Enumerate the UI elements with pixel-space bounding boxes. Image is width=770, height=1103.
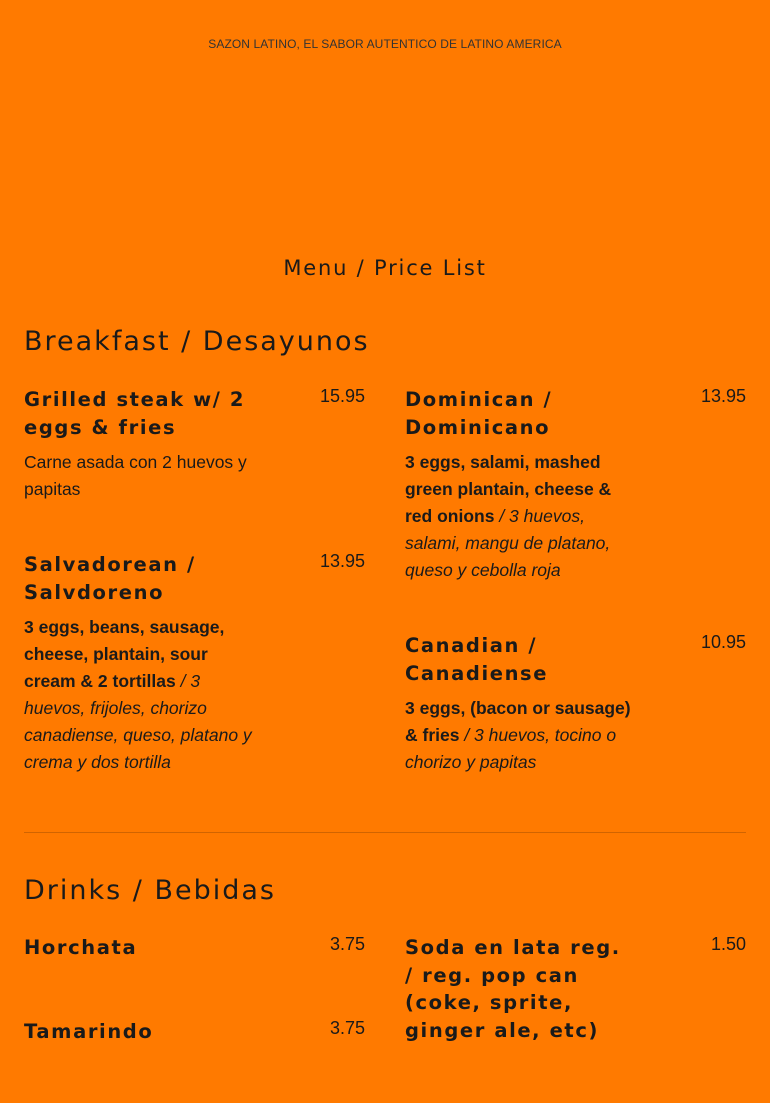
item-price-salvadorean: 13.95 — [319, 551, 365, 571]
section-title-breakfast: Breakfast / Desayunos — [24, 326, 370, 357]
item-name-tamarindo: Tamarindo — [24, 1020, 154, 1043]
item-price-canadian: 10.95 — [700, 632, 746, 652]
item-price-horchata: 3.75 — [329, 934, 365, 954]
item-desc-salvadorean-es: / 3 huevos, frijoles, chorizo canadiense, queso, platano y crema y dos tortilla — [24, 671, 252, 772]
section-title-drinks: Drinks / Bebidas — [24, 875, 276, 906]
item-name-salvadorean: Salvadorean / Salvdoreno — [24, 553, 196, 604]
item-price-tamarindo: 3.75 — [329, 1018, 365, 1038]
item-name-grilled-steak: Grilled steak w/ 2 eggs & fries — [24, 388, 246, 439]
item-desc-dominican — [405, 449, 627, 584]
item-desc-canadian-en: 3 eggs, (bacon or sausage) & fries — [405, 698, 631, 745]
menu-title: Menu / Price List — [283, 256, 487, 280]
item-name-dominican: Dominican / Dominicano — [405, 388, 553, 439]
item-name-soda: Soda en lata reg. / reg. pop can (coke, sprite, ginger ale, etc) — [405, 936, 621, 1042]
item-price-grilled-steak: 15.95 — [319, 386, 365, 406]
item-desc-canadian — [405, 695, 645, 776]
item-desc-canadian-es: / 3 huevos, tocino o chorizo y papitas — [405, 725, 617, 772]
item-price-dominican: 13.95 — [700, 386, 746, 406]
item-desc-dominican-es: / 3 huevos, salami, mangu de platano, queso y cebolla roja — [405, 506, 611, 580]
item-desc-salvadorean — [24, 614, 264, 776]
item-price-soda: 1.50 — [710, 934, 746, 954]
item-name-canadian: Canadian / Canadiense — [405, 634, 549, 685]
section-divider — [24, 832, 746, 833]
item-name-horchata: Horchata — [24, 936, 138, 959]
item-desc-grilled-steak: Carne asada con 2 huevos y papitas — [24, 452, 247, 499]
tagline: SAZON LATINO, EL SABOR AUTENTICO DE LATINO AMERICA — [208, 37, 562, 51]
item-desc-salvadorean-en: 3 eggs, beans, sausage, cheese, plantain, sour cream & 2 tortillas — [24, 617, 225, 691]
item-desc-dominican-en: 3 eggs, salami, mashed green plantain, cheese & red onions — [405, 452, 612, 526]
